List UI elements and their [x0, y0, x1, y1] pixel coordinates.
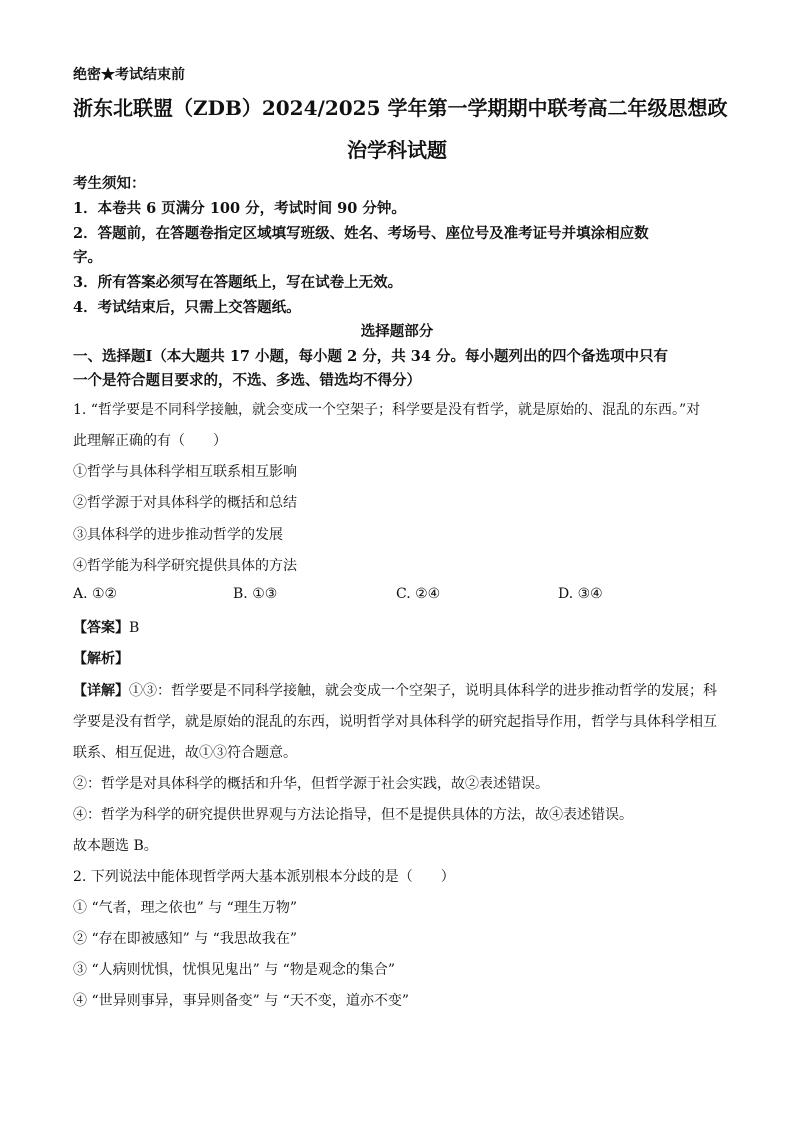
q2-statement-1: ① “气者，理之依也” 与 “理生万物”	[73, 900, 297, 916]
section-instruction-cont: 一个是符合题目要求的，不选、多选、错选均不得分）	[73, 372, 421, 389]
notice-item-2: 2．答题前，在答题卷指定区域填写班级、姓名、考场号、座位号及准考证号并填涂相应数	[73, 225, 649, 242]
q1-conclusion: 故本题选 B。	[73, 838, 158, 854]
notice-item-2-cont: 字。	[73, 249, 102, 266]
q1-option-a: A. ①②	[73, 586, 118, 602]
q2-statement-2: ② “存在即被感知” 与 “我思故我在”	[73, 931, 297, 947]
detail-line-2: 学要是没有哲学，就是原始的混乱的东西，说明哲学对具体科学的研究起指导作用，哲学与具体科学相互	[73, 714, 717, 730]
q1-stem: 1. “哲学要是不同科学接触，就会变成一个空架子；科学要是没有哲学，就是原始的、混乱的东西。”对	[73, 402, 701, 418]
q2-statement-3: ③ “人病则忧惧，忧惧见鬼出” 与 “物是观念的集合”	[73, 962, 395, 978]
section-title: 选择题部分	[360, 323, 434, 340]
q1-statement-4: ④哲学能为科学研究提供具体的方法	[73, 558, 297, 574]
detail-tag: 【详解】	[73, 683, 129, 699]
page-title-continued: 治学科试题	[347, 138, 447, 162]
page-title: 浙东北联盟（ZDB）2024/2025 学年第一学期期中联考高二年级思想政	[73, 96, 728, 120]
q1-statement-3: ③具体科学的进步推动哲学的发展	[73, 527, 283, 543]
q1-stem-cont: 此理解正确的有（ ）	[73, 433, 227, 449]
q1-statement-2: ②哲学源于对具体科学的概括和总结	[73, 495, 297, 511]
notice-item-3: 3．所有答案必须写在答题纸上，写在试卷上无效。	[73, 274, 403, 291]
detail-line-1: ①③：哲学要是不同科学接触，就会变成一个空架子，说明具体科学的进步推动哲学的发展；科	[129, 683, 717, 699]
detail-line-3: 联系、相互促进，故①③符合题意。	[73, 745, 297, 761]
q1-detail	[73, 680, 717, 700]
q1-answer	[73, 617, 139, 637]
q1-statement-1: ①哲学与具体科学相互联系相互影响	[73, 464, 297, 480]
q1-option-d: D. ③④	[558, 586, 603, 602]
notice-item-4: 4．考试结束后，只需上交答题纸。	[73, 299, 301, 316]
answer-value: B	[129, 620, 140, 636]
notice-item-1: 1．本卷共 6 页满分 100 分，考试时间 90 分钟。	[73, 200, 406, 217]
notice-heading: 考生须知：	[73, 175, 146, 192]
q2-stem: 2. 下列说法中能体现哲学两大基本派别根本分歧的是（ ）	[73, 869, 455, 885]
answer-tag: 【答案】	[73, 620, 129, 636]
q2-statement-4: ④ “世异则事异，事异则备变” 与 “天不变，道亦不变”	[73, 993, 409, 1009]
q1-option-b: B. ①③	[233, 586, 278, 602]
detail-line-4: ②：哲学是对具体科学的概括和升华，但哲学源于社会实践，故②表述错误。	[73, 776, 549, 792]
section-instruction: 一、选择题Ⅰ（本大题共 17 小题，每小题 2 分，共 34 分。每小题列出的四个备选项中只有	[73, 348, 669, 365]
q1-option-c: C. ②④	[396, 586, 441, 602]
detail-line-5: ④：哲学为科学的研究提供世界观与方法论指导，但不是提供具体的方法，故④表述错误。	[73, 807, 633, 823]
secret-label: 绝密★考试结束前	[73, 67, 185, 83]
analysis-tag: 【解析】	[73, 651, 129, 667]
